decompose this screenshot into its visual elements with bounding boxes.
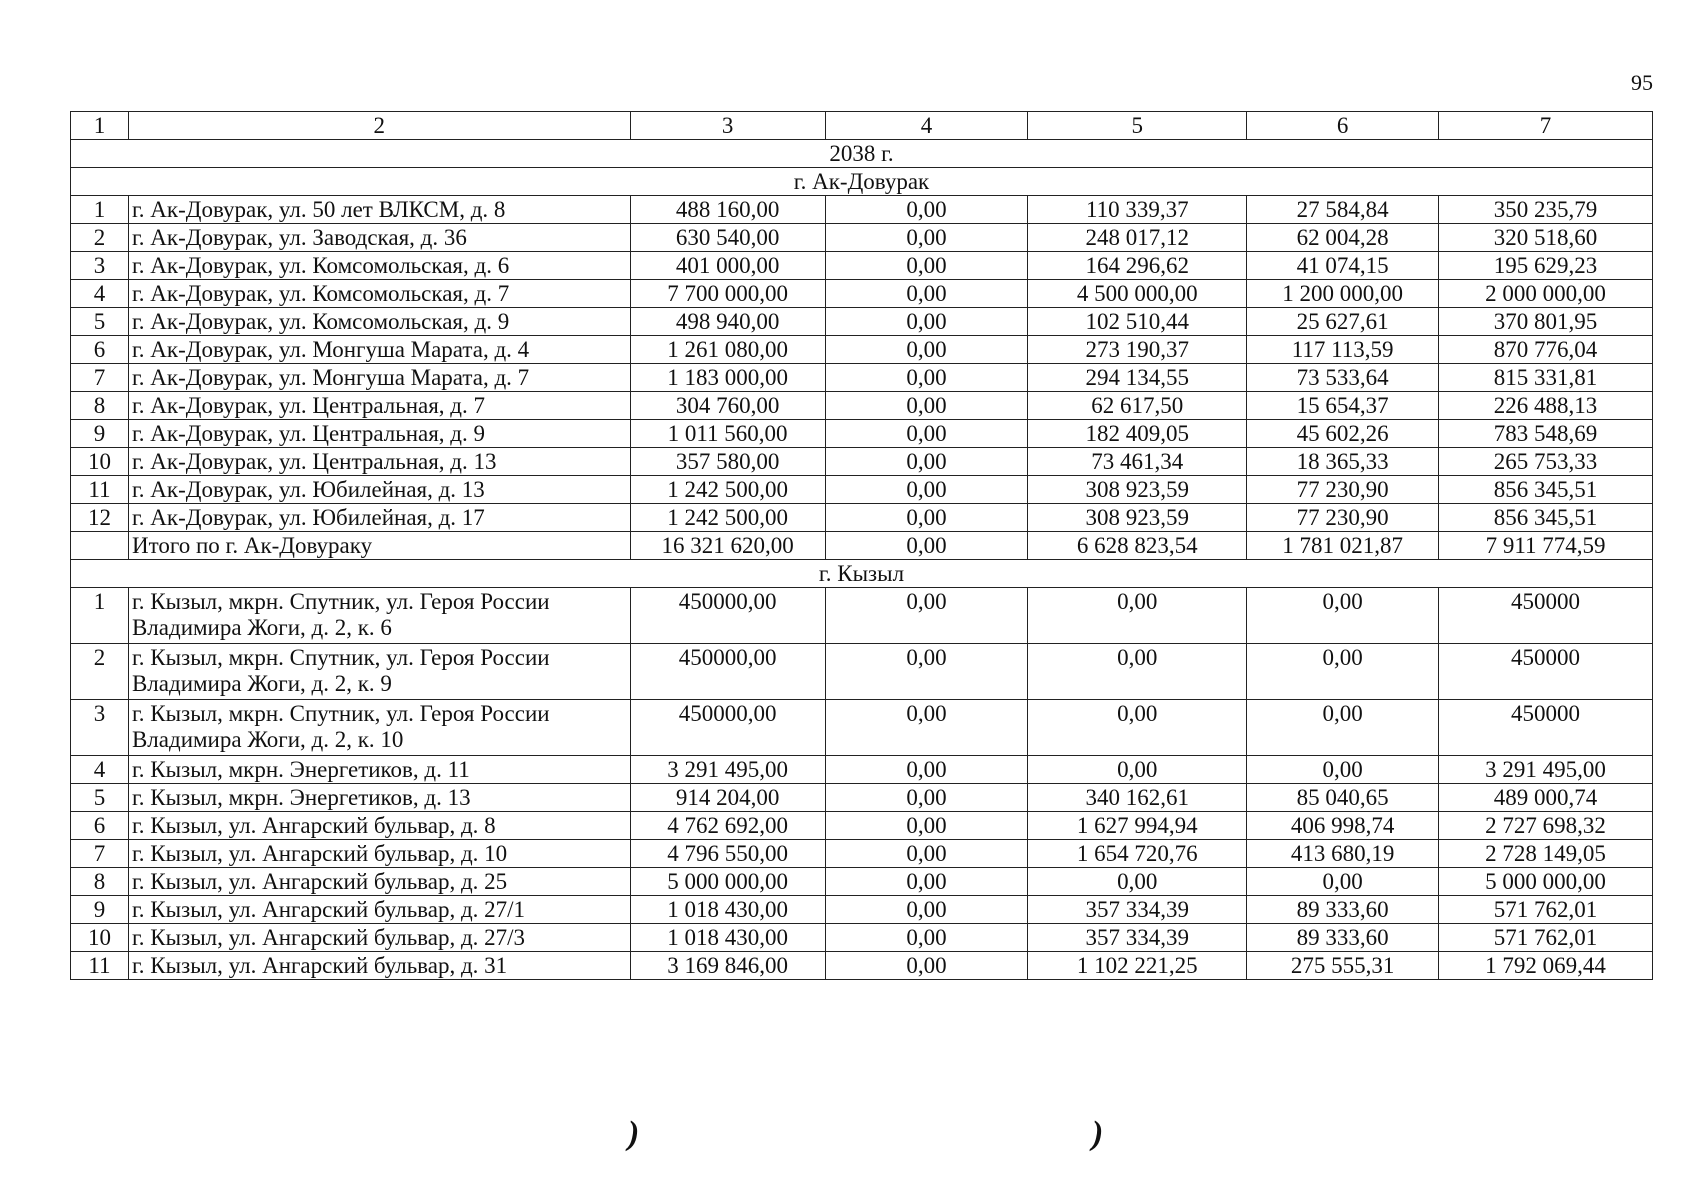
table-row <box>71 504 1653 532</box>
value-cell: 488 160,00 <box>630 196 825 224</box>
address-cell: г. Ак-Довурак, ул. Заводская, д. 36 <box>128 224 630 252</box>
table-row <box>71 280 1653 308</box>
address-cell: г. Ак-Довурак, ул. Юбилейная, д. 17 <box>128 504 630 532</box>
address-cell: г. Кызыл, мкрн. Спутник, ул. Героя России Владимира Жоги, д. 2, к. 10 <box>128 700 630 756</box>
table-row <box>71 364 1653 392</box>
value-cell: 164 296,62 <box>1028 252 1247 280</box>
value-cell: 498 940,00 <box>630 308 825 336</box>
value-cell: 856 345,51 <box>1439 504 1653 532</box>
table-row <box>71 588 1653 644</box>
row-number: 10 <box>71 924 129 952</box>
value-cell: 25 627,61 <box>1247 308 1439 336</box>
row-number: 9 <box>71 896 129 924</box>
value-cell: 1 102 221,25 <box>1028 952 1247 980</box>
table-row <box>71 308 1653 336</box>
table-row <box>71 868 1653 896</box>
value-cell: 0,00 <box>1247 868 1439 896</box>
value-cell: 1 242 500,00 <box>630 476 825 504</box>
value-cell: 914 204,00 <box>630 784 825 812</box>
table-row <box>71 420 1653 448</box>
value-cell: 89 333,60 <box>1247 896 1439 924</box>
value-cell: 89 333,60 <box>1247 924 1439 952</box>
value-cell: 1 200 000,00 <box>1247 280 1439 308</box>
table-row <box>71 700 1653 756</box>
value-cell: 18 365,33 <box>1247 448 1439 476</box>
value-cell: 1 011 560,00 <box>630 420 825 448</box>
value-cell: 226 488,13 <box>1439 392 1653 420</box>
value-cell: 3 291 495,00 <box>1439 756 1653 784</box>
value-cell: 0,00 <box>825 364 1028 392</box>
value-cell: 0,00 <box>825 840 1028 868</box>
row-number: 9 <box>71 420 129 448</box>
value-cell: 85 040,65 <box>1247 784 1439 812</box>
value-cell: 4 500 000,00 <box>1028 280 1247 308</box>
row-number: 8 <box>71 392 129 420</box>
table-row <box>71 924 1653 952</box>
value-cell: 308 923,59 <box>1028 504 1247 532</box>
table-row <box>71 224 1653 252</box>
value-cell: 1 018 430,00 <box>630 924 825 952</box>
value-cell: 275 555,31 <box>1247 952 1439 980</box>
row-number: 11 <box>71 952 129 980</box>
table-row <box>71 196 1653 224</box>
value-cell: 110 339,37 <box>1028 196 1247 224</box>
address-cell: г. Кызыл, ул. Ангарский бульвар, д. 27/1 <box>128 896 630 924</box>
row-number: 4 <box>71 756 129 784</box>
value-cell: 340 162,61 <box>1028 784 1247 812</box>
value-cell: 450000,00 <box>630 700 825 756</box>
total-row <box>71 532 1653 560</box>
value-cell: 4 796 550,00 <box>630 840 825 868</box>
value-cell: 1 018 430,00 <box>630 896 825 924</box>
address-cell: г. Кызыл, мкрн. Спутник, ул. Героя России Владимира Жоги, д. 2, к. 6 <box>128 588 630 644</box>
value-cell: 294 134,55 <box>1028 364 1247 392</box>
table-row <box>71 476 1653 504</box>
address-cell: г. Ак-Довурак, ул. Центральная, д. 7 <box>128 392 630 420</box>
value-cell: 117 113,59 <box>1247 336 1439 364</box>
value-cell: 0,00 <box>1247 644 1439 700</box>
table-row <box>71 784 1653 812</box>
row-number: 1 <box>71 196 129 224</box>
table-row <box>71 840 1653 868</box>
value-cell: 102 510,44 <box>1028 308 1247 336</box>
value-cell: 450000 <box>1439 588 1653 644</box>
value-cell: 6 628 823,54 <box>1028 532 1247 560</box>
value-cell: 5 000 000,00 <box>1439 868 1653 896</box>
table-row <box>71 644 1653 700</box>
data-table <box>70 111 1653 980</box>
address-cell: г. Ак-Довурак, ул. Юбилейная, д. 13 <box>128 476 630 504</box>
section-title: г. Ак-Довурак <box>71 168 1653 196</box>
column-number: 7 <box>1439 112 1653 140</box>
value-cell: 248 017,12 <box>1028 224 1247 252</box>
table-row <box>71 756 1653 784</box>
row-number: 7 <box>71 364 129 392</box>
address-cell: г. Ак-Довурак, ул. 50 лет ВЛКСМ, д. 8 <box>128 196 630 224</box>
value-cell: 0,00 <box>825 252 1028 280</box>
value-cell: 350 235,79 <box>1439 196 1653 224</box>
value-cell: 0,00 <box>825 756 1028 784</box>
value-cell: 2 000 000,00 <box>1439 280 1653 308</box>
value-cell: 0,00 <box>825 812 1028 840</box>
row-number: 5 <box>71 308 129 336</box>
value-cell: 0,00 <box>825 644 1028 700</box>
margin-mark: ) <box>628 1115 640 1152</box>
value-cell: 1 261 080,00 <box>630 336 825 364</box>
value-cell: 77 230,90 <box>1247 504 1439 532</box>
value-cell: 357 334,39 <box>1028 924 1247 952</box>
table-row <box>71 812 1653 840</box>
value-cell: 2 728 149,05 <box>1439 840 1653 868</box>
table-row <box>71 252 1653 280</box>
section-title: г. Кызыл <box>71 560 1653 588</box>
value-cell: 1 654 720,76 <box>1028 840 1247 868</box>
column-numbers-row <box>71 112 1653 140</box>
value-cell: 73 533,64 <box>1247 364 1439 392</box>
value-cell: 73 461,34 <box>1028 448 1247 476</box>
row-number: 2 <box>71 644 129 700</box>
value-cell: 630 540,00 <box>630 224 825 252</box>
column-number: 1 <box>71 112 129 140</box>
row-number: 8 <box>71 868 129 896</box>
address-cell: г. Кызыл, мкрн. Энергетиков, д. 11 <box>128 756 630 784</box>
value-cell: 195 629,23 <box>1439 252 1653 280</box>
value-cell: 0,00 <box>825 224 1028 252</box>
row-number: 3 <box>71 252 129 280</box>
value-cell: 0,00 <box>825 700 1028 756</box>
value-cell: 0,00 <box>825 420 1028 448</box>
row-number <box>71 532 129 560</box>
value-cell: 571 762,01 <box>1439 896 1653 924</box>
value-cell: 1 242 500,00 <box>630 504 825 532</box>
value-cell: 783 548,69 <box>1439 420 1653 448</box>
address-cell: г. Кызыл, ул. Ангарский бульвар, д. 27/3 <box>128 924 630 952</box>
value-cell: 0,00 <box>1028 868 1247 896</box>
page-number: 95 <box>1631 70 1653 95</box>
row-number: 7 <box>71 840 129 868</box>
value-cell: 0,00 <box>1247 588 1439 644</box>
address-cell: г. Ак-Довурак, ул. Монгуша Марата, д. 7 <box>128 364 630 392</box>
value-cell: 1 627 994,94 <box>1028 812 1247 840</box>
address-cell: г. Кызыл, ул. Ангарский бульвар, д. 10 <box>128 840 630 868</box>
value-cell: 265 753,33 <box>1439 448 1653 476</box>
row-number: 5 <box>71 784 129 812</box>
value-cell: 0,00 <box>825 868 1028 896</box>
value-cell: 0,00 <box>825 308 1028 336</box>
table-row <box>71 448 1653 476</box>
value-cell: 450000 <box>1439 644 1653 700</box>
row-number: 3 <box>71 700 129 756</box>
value-cell: 870 776,04 <box>1439 336 1653 364</box>
value-cell: 450000,00 <box>630 644 825 700</box>
value-cell: 489 000,74 <box>1439 784 1653 812</box>
value-cell: 413 680,19 <box>1247 840 1439 868</box>
value-cell: 0,00 <box>825 196 1028 224</box>
value-cell: 62 004,28 <box>1247 224 1439 252</box>
address-cell: г. Ак-Довурак, ул. Центральная, д. 9 <box>128 420 630 448</box>
value-cell: 0,00 <box>1247 700 1439 756</box>
value-cell: 0,00 <box>825 476 1028 504</box>
value-cell: 182 409,05 <box>1028 420 1247 448</box>
value-cell: 0,00 <box>1028 588 1247 644</box>
value-cell: 815 331,81 <box>1439 364 1653 392</box>
value-cell: 401 000,00 <box>630 252 825 280</box>
address-cell: г. Кызыл, ул. Ангарский бульвар, д. 31 <box>128 952 630 980</box>
year-label: 2038 г. <box>71 140 1653 168</box>
value-cell: 77 230,90 <box>1247 476 1439 504</box>
value-cell: 370 801,95 <box>1439 308 1653 336</box>
value-cell: 0,00 <box>1247 756 1439 784</box>
address-cell: г. Кызыл, мкрн. Энергетиков, д. 13 <box>128 784 630 812</box>
address-cell: г. Ак-Довурак, ул. Комсомольская, д. 6 <box>128 252 630 280</box>
value-cell: 0,00 <box>1028 700 1247 756</box>
value-cell: 0,00 <box>825 392 1028 420</box>
value-cell: 1 781 021,87 <box>1247 532 1439 560</box>
value-cell: 571 762,01 <box>1439 924 1653 952</box>
row-number: 2 <box>71 224 129 252</box>
address-cell: г. Кызыл, мкрн. Спутник, ул. Героя России Владимира Жоги, д. 2, к. 9 <box>128 644 630 700</box>
value-cell: 5 000 000,00 <box>630 868 825 896</box>
row-number: 6 <box>71 336 129 364</box>
value-cell: 0,00 <box>825 448 1028 476</box>
row-number: 6 <box>71 812 129 840</box>
value-cell: 1 792 069,44 <box>1439 952 1653 980</box>
value-cell: 16 321 620,00 <box>630 532 825 560</box>
address-cell: г. Ак-Довурак, ул. Монгуша Марата, д. 4 <box>128 336 630 364</box>
column-number: 5 <box>1028 112 1247 140</box>
value-cell: 3 291 495,00 <box>630 756 825 784</box>
table-row <box>71 952 1653 980</box>
table-row <box>71 896 1653 924</box>
value-cell: 0,00 <box>825 336 1028 364</box>
section-header-row <box>71 168 1653 196</box>
value-cell: 27 584,84 <box>1247 196 1439 224</box>
value-cell: 0,00 <box>825 952 1028 980</box>
row-number: 4 <box>71 280 129 308</box>
table-row <box>71 336 1653 364</box>
column-number: 2 <box>128 112 630 140</box>
row-number: 11 <box>71 476 129 504</box>
value-cell: 7 700 000,00 <box>630 280 825 308</box>
value-cell: 4 762 692,00 <box>630 812 825 840</box>
value-cell: 0,00 <box>825 280 1028 308</box>
value-cell: 41 074,15 <box>1247 252 1439 280</box>
section-header-row <box>71 560 1653 588</box>
value-cell: 62 617,50 <box>1028 392 1247 420</box>
value-cell: 273 190,37 <box>1028 336 1247 364</box>
value-cell: 308 923,59 <box>1028 476 1247 504</box>
address-cell: г. Кызыл, ул. Ангарский бульвар, д. 25 <box>128 868 630 896</box>
column-number: 6 <box>1247 112 1439 140</box>
margin-mark: ) <box>1092 1115 1104 1152</box>
value-cell: 0,00 <box>825 532 1028 560</box>
value-cell: 0,00 <box>825 924 1028 952</box>
value-cell: 7 911 774,59 <box>1439 532 1653 560</box>
address-cell: г. Ак-Довурак, ул. Комсомольская, д. 9 <box>128 308 630 336</box>
value-cell: 450000,00 <box>630 588 825 644</box>
value-cell: 304 760,00 <box>630 392 825 420</box>
value-cell: 0,00 <box>1028 756 1247 784</box>
value-cell: 0,00 <box>825 588 1028 644</box>
value-cell: 0,00 <box>1028 644 1247 700</box>
value-cell: 15 654,37 <box>1247 392 1439 420</box>
column-number: 4 <box>825 112 1028 140</box>
year-row <box>71 140 1653 168</box>
value-cell: 406 998,74 <box>1247 812 1439 840</box>
value-cell: 450000 <box>1439 700 1653 756</box>
table-body <box>71 112 1653 980</box>
value-cell: 2 727 698,32 <box>1439 812 1653 840</box>
address-cell: г. Ак-Довурак, ул. Центральная, д. 13 <box>128 448 630 476</box>
row-number: 10 <box>71 448 129 476</box>
total-label: Итого по г. Ак-Довураку <box>128 532 630 560</box>
address-cell: г. Ак-Довурак, ул. Комсомольская, д. 7 <box>128 280 630 308</box>
value-cell: 0,00 <box>825 784 1028 812</box>
row-number: 12 <box>71 504 129 532</box>
column-number: 3 <box>630 112 825 140</box>
value-cell: 856 345,51 <box>1439 476 1653 504</box>
value-cell: 1 183 000,00 <box>630 364 825 392</box>
value-cell: 357 334,39 <box>1028 896 1247 924</box>
value-cell: 3 169 846,00 <box>630 952 825 980</box>
value-cell: 0,00 <box>825 896 1028 924</box>
value-cell: 357 580,00 <box>630 448 825 476</box>
address-cell: г. Кызыл, ул. Ангарский бульвар, д. 8 <box>128 812 630 840</box>
table-row <box>71 392 1653 420</box>
value-cell: 0,00 <box>825 504 1028 532</box>
value-cell: 45 602,26 <box>1247 420 1439 448</box>
value-cell: 320 518,60 <box>1439 224 1653 252</box>
row-number: 1 <box>71 588 129 644</box>
